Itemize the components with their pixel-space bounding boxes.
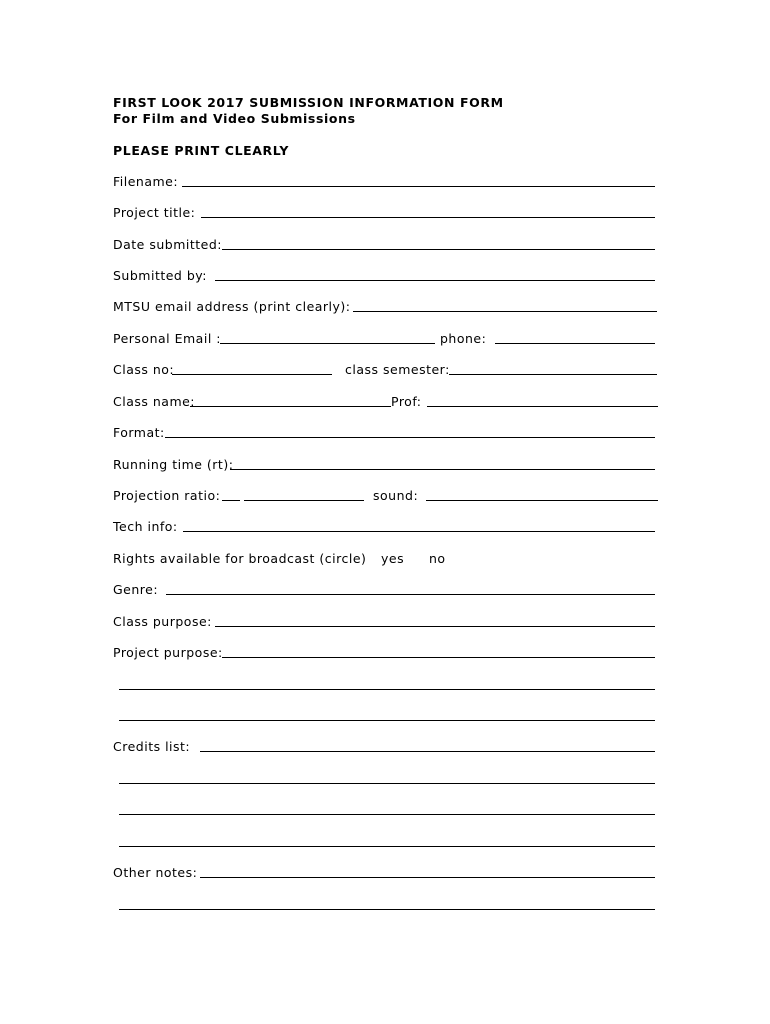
phone-blank[interactable] (495, 343, 655, 344)
class-semester-blank[interactable] (449, 374, 657, 375)
class-purpose-label: Class purpose: (113, 614, 212, 629)
running-time-label: Running time (rt): (113, 457, 234, 472)
class-no-blank[interactable] (172, 374, 332, 375)
class-semester-label: class semester: (345, 362, 450, 377)
form-subtitle: For Film and Video Submissions (113, 111, 356, 126)
class-no-label: Class no: (113, 362, 175, 377)
tech-info-blank[interactable] (183, 531, 655, 532)
credits-list-blank[interactable] (200, 751, 655, 752)
format-label: Format: (113, 425, 165, 440)
rights-no-option[interactable]: no (429, 551, 446, 566)
filename-blank[interactable] (182, 186, 655, 187)
running-time-blank[interactable] (230, 469, 655, 470)
other-notes-label: Other notes: (113, 865, 198, 880)
credits-list-blank-line-3[interactable] (119, 814, 655, 815)
personal-email-label: Personal Email : (113, 331, 221, 346)
rights-yes-option[interactable]: yes (381, 551, 405, 566)
prof-blank[interactable] (427, 406, 658, 407)
project-purpose-blank-line-2[interactable] (119, 689, 655, 690)
mtsu-email-label: MTSU email address (print clearly): (113, 299, 351, 314)
tech-info-label: Tech info: (113, 519, 178, 534)
credits-list-blank-line-4[interactable] (119, 846, 655, 847)
genre-label: Genre: (113, 582, 159, 597)
rights-label: Rights available for broadcast (circle) (113, 551, 367, 566)
prof-label: Prof: (391, 394, 422, 409)
credits-list-label: Credits list: (113, 739, 191, 754)
project-purpose-blank-line-3[interactable] (119, 720, 655, 721)
sound-label: sound: (373, 488, 419, 503)
project-title-label: Project title: (113, 205, 196, 220)
class-purpose-blank[interactable] (215, 626, 655, 627)
projection-ratio-label: Projection ratio: (113, 488, 221, 503)
date-submitted-blank[interactable] (222, 249, 655, 250)
class-name-blank[interactable] (190, 406, 391, 407)
form-title: FIRST LOOK 2017 SUBMISSION INFORMATION FORM (113, 95, 504, 110)
other-notes-blank-line-2[interactable] (119, 909, 655, 910)
class-name-label: Class name: (113, 394, 196, 409)
genre-blank[interactable] (166, 594, 655, 595)
personal-email-blank[interactable] (220, 343, 435, 344)
phone-label: phone: (440, 331, 487, 346)
credits-list-blank-line-2[interactable] (119, 783, 655, 784)
submitted-by-blank[interactable] (215, 280, 655, 281)
submitted-by-label: Submitted by: (113, 268, 207, 283)
mtsu-email-blank[interactable] (353, 311, 657, 312)
date-submitted-label: Date submitted: (113, 237, 223, 252)
projection-ratio-blank-a[interactable] (222, 500, 240, 501)
projection-ratio-blank-b[interactable] (244, 500, 364, 501)
project-title-blank[interactable] (201, 217, 655, 218)
sound-blank[interactable] (426, 500, 658, 501)
project-purpose-label: Project purpose: (113, 645, 223, 660)
print-instruction: PLEASE PRINT CLEARLY (113, 143, 290, 158)
other-notes-blank[interactable] (200, 877, 655, 878)
project-purpose-blank[interactable] (222, 657, 655, 658)
filename-label: Filename: (113, 174, 179, 189)
format-blank[interactable] (165, 437, 655, 438)
